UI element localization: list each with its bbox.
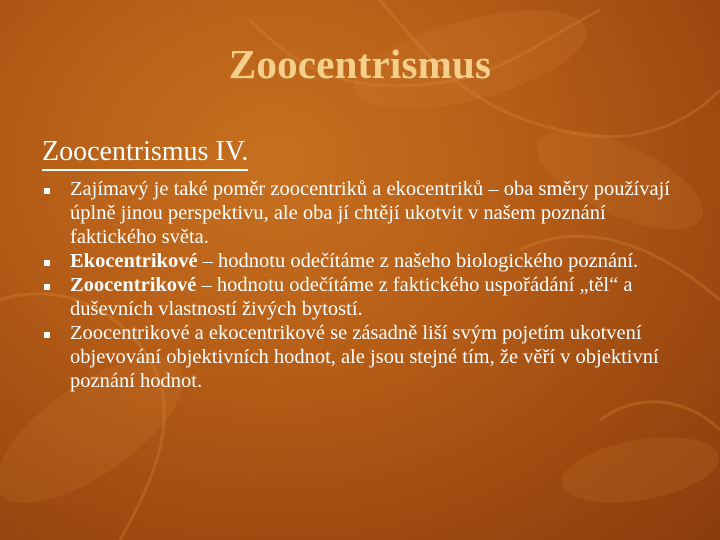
square-bullet-icon [44, 260, 50, 266]
bullet-item [42, 273, 692, 321]
square-bullet-icon [44, 188, 50, 194]
square-bullet-icon [44, 332, 50, 338]
bullet-list [42, 177, 692, 393]
bullet-text: Zajímavý je také poměr zoocentriků a ekocentriků – oba směry používají úplně jinou perspektivu, ale oba jí chtějí ukotvit v našem poznání faktického světa. [70, 178, 670, 248]
bullet-item [42, 249, 692, 273]
bullet-text: – hodnotu odečítáme z faktického uspořádání „těl“ a duševních vlastností živých bytostí. [70, 274, 633, 320]
square-bullet-icon [44, 284, 50, 290]
bullet-term: Zoocentrikové [70, 274, 197, 296]
bullet-text: Zoocentrikové a ekocentrikové se zásadně liší svým pojetím ukotvení objevování objektivních hodnot, ale jsou stejné tím, že věří v objektivní poznání hodnot. [70, 322, 659, 392]
bullet-text: – hodnotu odečítáme z našeho biologického poznání. [197, 250, 639, 272]
slide-subtitle: Zoocentrismus IV. [42, 136, 248, 171]
bullet-term: Ekocentrikové [70, 250, 198, 272]
bullet-item [42, 321, 692, 393]
slide-title: Zoocentrismus [228, 41, 492, 87]
bullet-item [42, 177, 692, 249]
